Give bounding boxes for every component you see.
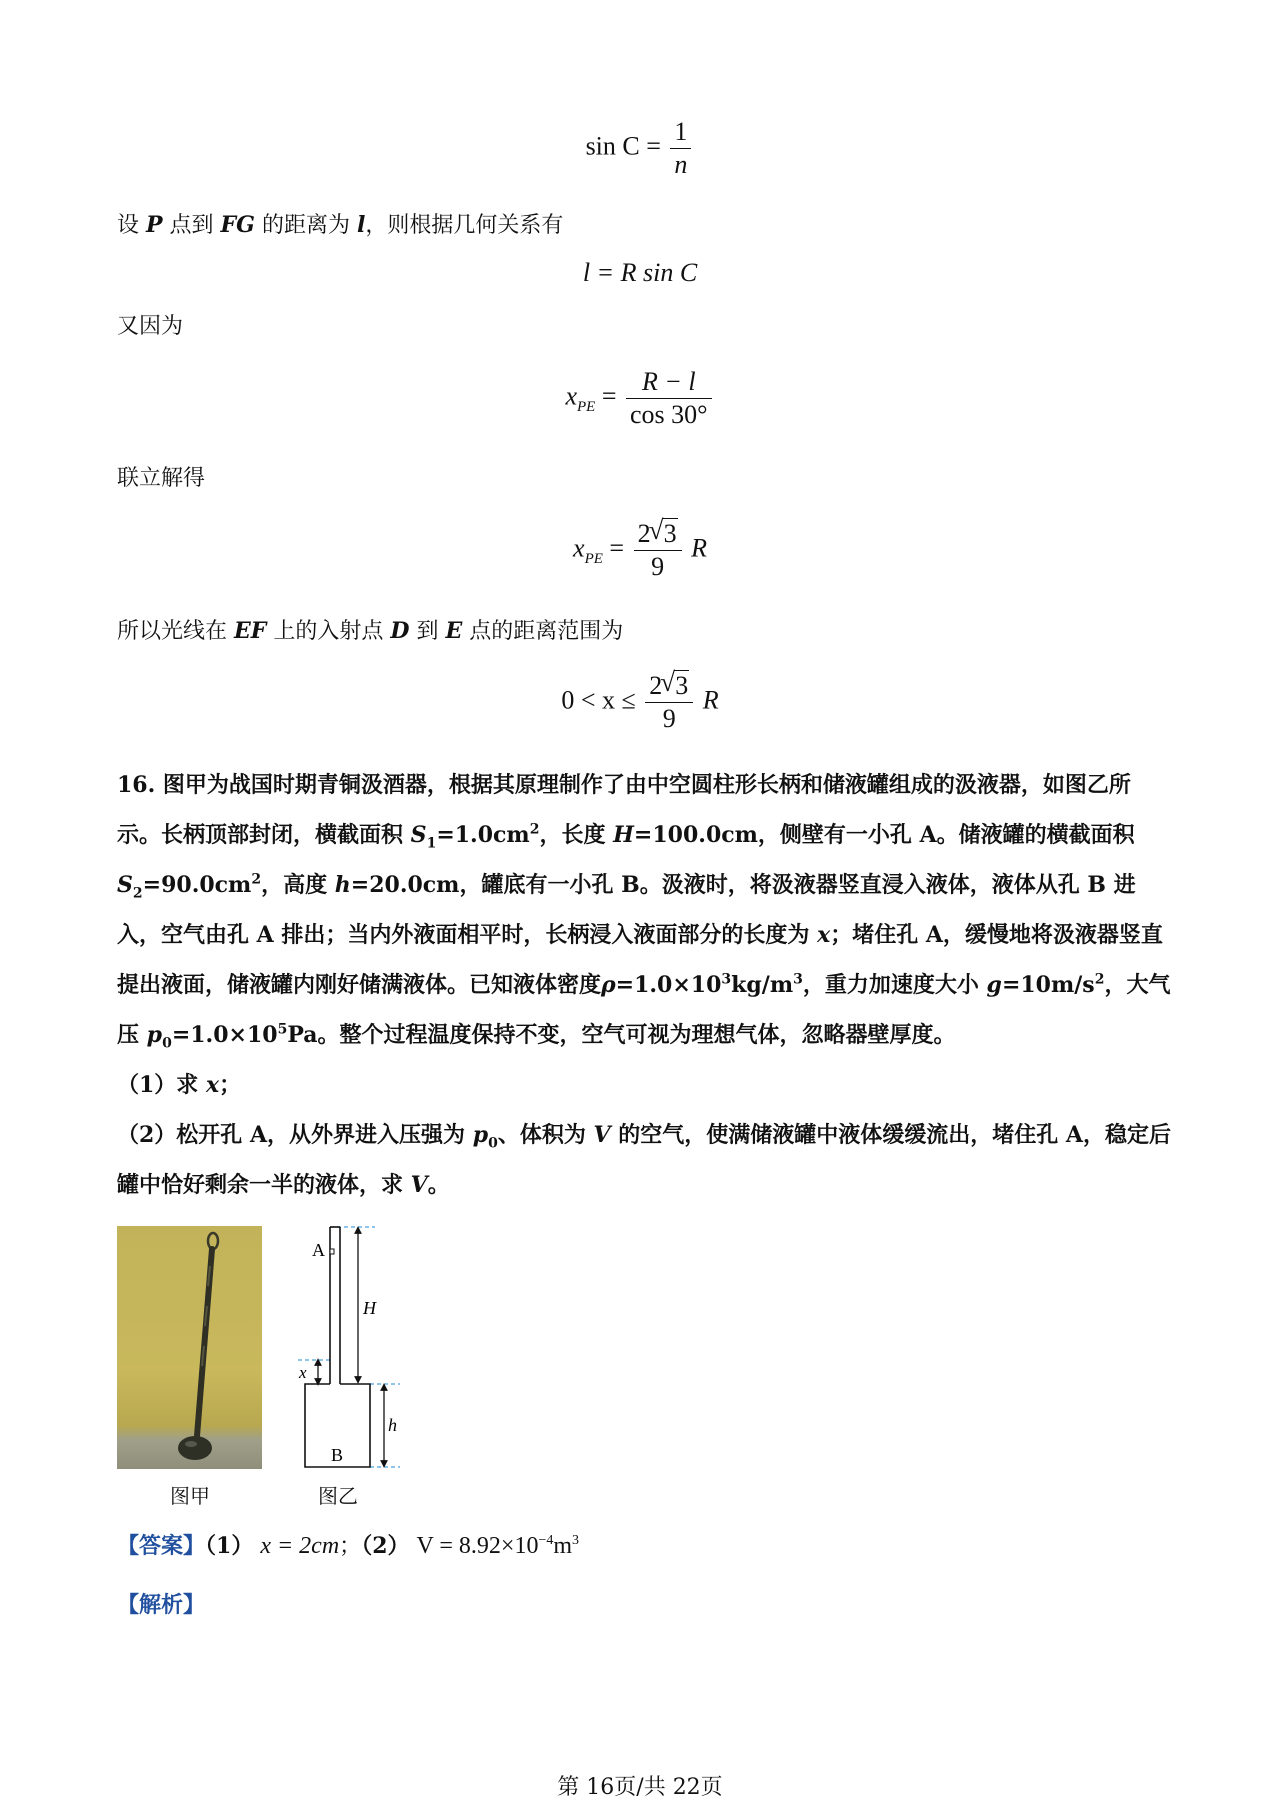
q16-text-o: Pa。整个过程温度保持不变，空气可视为理想气体，忽略器壁厚度。 (287, 1022, 956, 1048)
label-x: x (299, 1363, 307, 1382)
q16-part2-V2: V (410, 1172, 428, 1198)
page-footer: 第 16页/共 22页 (557, 1775, 723, 1800)
text1-P: P (146, 212, 163, 238)
caption-figure-b: 图乙 (318, 1484, 358, 1508)
eq-xpe2-fraction (634, 518, 682, 583)
answer-a2: V = 8.92×10 (416, 1533, 539, 1559)
q16-part1-pre: （1）求 (117, 1072, 206, 1098)
eq-range-num (645, 670, 693, 703)
q16-text-i: =1.0×10 (615, 972, 722, 998)
caption-figure-a: 图甲 (170, 1484, 210, 1508)
eq-xpe1-num: R − l (626, 366, 712, 399)
q16-S2-sub: 2 (132, 885, 143, 902)
q16-text-h: ；堵住孔 A，缓慢地将汲液器竖直提出液面，储液罐内刚好储满液体。已知液体密度 (117, 922, 1163, 998)
q16-text-b-sup: 2 (529, 821, 540, 838)
text1-post: ，则根据几何关系有 (365, 213, 564, 238)
eq-xpe2-coef: 2 (637, 519, 651, 548)
sqrt-symbol (662, 670, 689, 702)
eq-range-radicand: 3 (675, 671, 689, 700)
q16-text-l: =10m/s (1001, 972, 1095, 998)
text-range (117, 606, 1172, 657)
text4-mid1: 上的入射点 (266, 619, 391, 644)
eq-range-den: 9 (662, 704, 676, 733)
q16-h: h (334, 872, 351, 898)
q16-text-l-sup: 2 (1094, 971, 1105, 988)
label-H: H (363, 1298, 376, 1318)
q16-S1-sub: 1 (426, 835, 437, 852)
eq-xpe1-den: cos 30° (629, 400, 708, 429)
q16-part2-c: 的空气，使满储液罐中液体缓缓流出，堵住孔 A，稳定后罐中恰好剩余一半的液体，求 (117, 1122, 1171, 1198)
eq-xpe1-x: x (565, 381, 577, 411)
eq-xpe2-R: R (691, 533, 707, 563)
q16-part1-x: x (205, 1072, 220, 1098)
eq-xpe1-equals: = (601, 381, 617, 411)
equation-xpe-1 (0, 366, 1280, 431)
text4-EF: EF (234, 618, 267, 644)
q16-p0: p (146, 1022, 163, 1048)
q16-S2: S (117, 872, 133, 898)
answer-p1: （1） (205, 1533, 254, 1559)
q16-rho: ρ (601, 972, 616, 998)
q16-text-e: =90.0cm (142, 872, 252, 898)
text4-pre: 所以光线在 (117, 619, 234, 644)
equation-xpe-2 (0, 518, 1280, 583)
q16-x: x (817, 922, 831, 948)
answer-line (117, 1529, 579, 1560)
text1-pre: 设 (117, 213, 146, 238)
eq-xpe2-num (634, 518, 682, 551)
answer-p2: （2） (361, 1533, 410, 1559)
q16-part2-p: p (472, 1122, 489, 1148)
text4-mid2: 到 (409, 619, 446, 644)
eq-xpe1-fraction (626, 366, 712, 431)
q16-text-n: =1.0×10 (171, 1022, 278, 1048)
q16-g: g (986, 972, 1002, 998)
q16-part1-post: ； (219, 1072, 242, 1098)
text1-l: l (356, 212, 366, 238)
label-h: h (388, 1415, 397, 1435)
eq-range-fraction (645, 670, 693, 735)
equation-range (0, 670, 1280, 735)
apparatus-diagram (290, 1222, 410, 1474)
equation-l: l = R sin C (582, 258, 698, 287)
eq-sinC-fraction (670, 116, 691, 181)
q16-text-j: kg/m (731, 972, 794, 998)
eq-range-coef: 2 (649, 671, 663, 700)
q16-part2-b: 、体积为 (497, 1122, 594, 1148)
q16-text-e-sup: 2 (251, 871, 262, 888)
text-solve: 联立解得 (117, 466, 206, 491)
q16-text-d: =100.0cm，侧壁有一小孔 A。储液罐的横截面积 (633, 822, 1135, 848)
answer-a2-unit: m (553, 1533, 573, 1559)
label-B: B (331, 1445, 344, 1465)
eq-sinC-lhs: sin C = (585, 131, 661, 161)
q16-text-a: 16. 图甲为战国时期青铜汲酒器，根据其原理制作了由中空圆柱形长柄和储液罐组成的汲液器，如图乙所示。长柄顶部封闭，横截面积 (117, 772, 1131, 848)
bronze-ladle-photo (117, 1226, 262, 1469)
q16-text-b: =1.0cm (436, 822, 530, 848)
answer-a1: x = 2cm (260, 1533, 340, 1559)
eq-range-R: R (702, 685, 719, 715)
eq-xpe2-x: x (573, 533, 585, 563)
q16-part2-p-sub: 0 (488, 1135, 498, 1152)
q16-H: H (613, 822, 634, 848)
text4-post: 点的距离范围为 (462, 619, 624, 644)
eq-xpe2-sub: PE (584, 551, 603, 568)
q16-text-k: ，重力加速度大小 (802, 972, 987, 998)
answer-bracket: 【答案】 (117, 1533, 206, 1559)
text1-FG: FG (220, 212, 255, 238)
eq-sinC-num: 1 (670, 116, 691, 149)
q16-part2-V: V (593, 1122, 611, 1148)
equation-sinC (0, 116, 1280, 181)
eq-range-pre: 0 < x ≤ (561, 685, 636, 715)
answer-a2-sup: −4 (538, 1533, 554, 1548)
q16-text-g: =20.0cm，罐底有一小孔 B。汲液时，将汲液器竖直浸入液体，液体从孔 B 进入，空气由孔 A 排出；当内外液面相平时，长柄浸入液面部分的长度为 (117, 872, 1136, 948)
ladle-illustration (117, 1226, 262, 1469)
label-A: A (312, 1240, 325, 1260)
q16-S1: S (410, 822, 427, 848)
eq-sinC-den: n (674, 150, 688, 179)
q16-text-n-sup: 5 (277, 1021, 288, 1038)
text1-mid2: 的距离为 (254, 213, 357, 238)
q16-text-c: ，长度 (539, 822, 614, 848)
q16-p0-sub: 0 (162, 1035, 172, 1052)
text4-D: D (390, 618, 410, 644)
text-distance-l (117, 200, 1172, 251)
eq-xpe2-equals: = (609, 533, 625, 563)
question-16 (117, 760, 1172, 1210)
eq-xpe2-radicand: 3 (663, 519, 677, 548)
analysis-heading: 【解析】 (117, 1592, 206, 1618)
q16-text-j-sup: 3 (793, 971, 803, 988)
eq-xpe1-sub: PE (576, 399, 596, 416)
sqrt-symbol (651, 518, 678, 550)
q16-text-f: ，高度 (261, 872, 335, 898)
text4-E: E (445, 618, 463, 644)
q16-text-m: ，大气压 (117, 972, 1171, 1048)
q16-part2-d: 。 (427, 1172, 450, 1198)
text1-mid1: 点到 (162, 213, 221, 238)
q16-part2-a: （2）松开孔 A，从外界进入压强为 (117, 1122, 473, 1148)
q16-text-i-sup: 3 (721, 971, 732, 988)
answer-sep: ； (339, 1534, 362, 1559)
text-also-because: 又因为 (117, 314, 184, 339)
answer-a2-unit-sup: 3 (572, 1533, 580, 1548)
eq-xpe2-den: 9 (651, 552, 665, 581)
